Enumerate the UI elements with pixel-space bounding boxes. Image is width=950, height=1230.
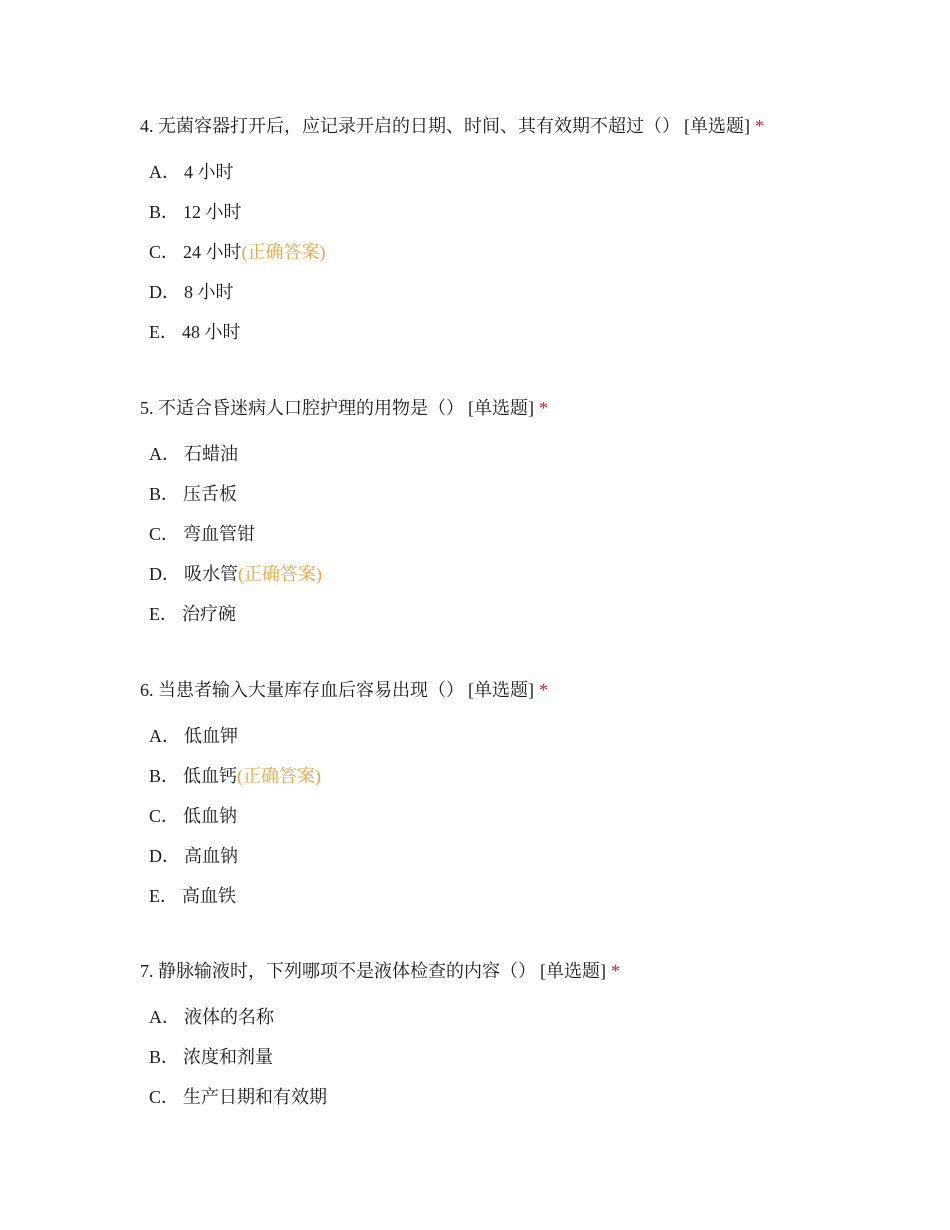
option-letter: A． [149, 726, 180, 746]
option-b [149, 481, 900, 507]
option-b [149, 763, 900, 789]
option-text: 24 小时 [183, 242, 242, 262]
option-e [149, 601, 900, 627]
option-a [149, 441, 900, 467]
question-type-label: [单选题] [540, 961, 606, 981]
option-letter: B． [149, 202, 180, 222]
option-letter: E． [149, 886, 178, 906]
option-letter: E． [149, 322, 178, 342]
question-title [140, 113, 900, 139]
option-letter: A． [149, 162, 180, 182]
option-text: 8 小时 [184, 282, 234, 302]
option-text: 弯血管钳 [183, 524, 256, 544]
option-text: 吸水管 [184, 564, 238, 584]
option-c [149, 521, 900, 547]
option-text: 压舌板 [183, 484, 238, 504]
option-letter: C． [149, 524, 180, 544]
question-text: 5. 不适合昏迷病人口腔护理的用物是（） [140, 398, 464, 418]
option-text: 4 小时 [184, 162, 234, 182]
option-d [149, 279, 900, 305]
option-text: 浓度和剂量 [183, 1047, 274, 1067]
option-a [149, 723, 900, 749]
question-text: 6. 当患者输入大量库存血后容易出现（） [140, 680, 464, 700]
option-list [140, 723, 900, 909]
option-letter: D． [149, 282, 180, 302]
option-letter: C． [149, 1087, 180, 1107]
required-mark: * [539, 398, 548, 418]
question-7 [140, 958, 900, 1124]
option-b [149, 1044, 900, 1070]
option-list [140, 441, 900, 627]
question-5 [140, 395, 900, 641]
question-title [140, 958, 900, 984]
option-a [149, 159, 900, 185]
option-letter: B． [149, 484, 180, 504]
option-d [149, 561, 900, 587]
correct-answer-badge: (正确答案) [238, 564, 322, 584]
option-text: 48 小时 [182, 322, 241, 342]
correct-answer-badge: (正确答案) [237, 766, 322, 786]
option-letter: C． [149, 806, 180, 826]
option-text: 12 小时 [183, 202, 242, 222]
required-mark: * [611, 961, 620, 981]
option-text: 低血钙 [183, 766, 238, 786]
question-title [140, 395, 900, 421]
option-e [149, 319, 900, 345]
option-text: 生产日期和有效期 [183, 1087, 328, 1107]
question-title [140, 677, 900, 703]
option-c [149, 803, 900, 829]
required-mark: * [755, 116, 764, 136]
option-list [140, 159, 900, 345]
question-4 [140, 113, 900, 359]
option-a [149, 1004, 900, 1030]
option-text: 石蜡油 [184, 444, 238, 464]
option-letter: B． [149, 766, 180, 786]
option-letter: B． [149, 1047, 180, 1067]
option-b [149, 199, 900, 225]
question-6 [140, 677, 900, 923]
option-letter: A． [149, 1007, 180, 1027]
option-text: 低血钾 [184, 726, 238, 746]
option-letter: D． [149, 564, 180, 584]
option-c [149, 239, 900, 265]
option-text: 高血铁 [182, 886, 236, 906]
question-type-label: [单选题] [468, 398, 534, 418]
option-list [140, 1004, 900, 1110]
option-text: 低血钠 [183, 806, 238, 826]
required-mark: * [539, 680, 548, 700]
option-c [149, 1084, 900, 1110]
correct-answer-badge: (正确答案) [241, 242, 326, 262]
option-e [149, 883, 900, 909]
option-text: 液体的名称 [184, 1007, 274, 1027]
question-type-label: [单选题] [468, 680, 534, 700]
question-text: 4. 无菌容器打开后，应记录开启的日期、时间、其有效期不超过（） [140, 116, 680, 136]
option-letter: C． [149, 242, 180, 262]
option-text: 高血钠 [184, 846, 238, 866]
option-text: 治疗碗 [182, 604, 236, 624]
option-letter: E． [149, 604, 178, 624]
option-letter: D． [149, 846, 180, 866]
option-letter: A． [149, 444, 180, 464]
question-text: 7. 静脉输液时，下列哪项不是液体检查的内容（） [140, 961, 536, 981]
option-d [149, 843, 900, 869]
question-type-label: [单选题] [684, 116, 750, 136]
